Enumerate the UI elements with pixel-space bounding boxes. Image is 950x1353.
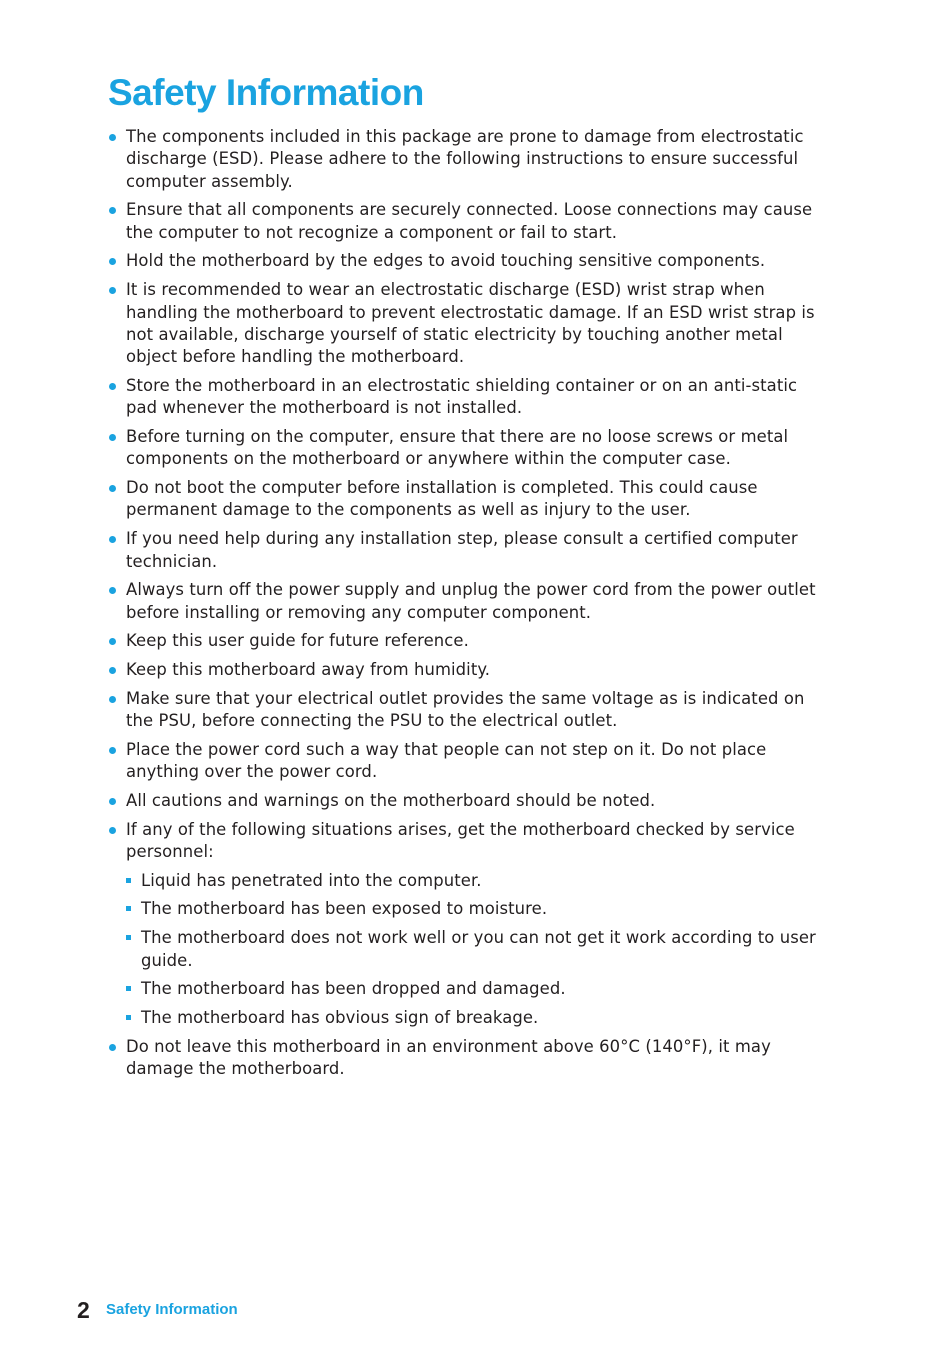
bullet-dot-icon xyxy=(109,587,116,594)
bullet-square-icon xyxy=(126,986,131,991)
list-item xyxy=(108,790,820,812)
sub-list xyxy=(126,870,820,1030)
bullet-square-icon xyxy=(126,935,131,940)
list-item-text: It is recommended to wear an electrostatic discharge (ESD) wrist strap when handling the motherboard to prevent electrostatic damage. If an ESD wrist strap is not available, discharge yourself of static electricity by touching another metal object before handling the motherboard. xyxy=(126,280,815,367)
bullet-dot-icon xyxy=(109,667,116,674)
bullet-square-icon xyxy=(126,878,131,883)
list-item-text: If any of the following situations arises, get the motherboard checked by service personnel: xyxy=(126,820,795,862)
bullet-square-icon xyxy=(126,906,131,911)
safety-instructions-list xyxy=(108,126,820,1087)
list-item xyxy=(108,426,820,471)
sub-list-item-text: The motherboard does not work well or you can not get it work according to user guide. xyxy=(141,928,816,970)
page-title: Safety Information xyxy=(108,72,424,113)
list-item-text: Store the motherboard in an electrostatic shielding container or on an anti-static pad whenever the motherboard is not installed. xyxy=(126,375,798,418)
bullet-dot-icon xyxy=(109,747,116,754)
sub-list-item xyxy=(126,1007,820,1029)
list-item-text: Do not boot the computer before installation is completed. This could cause permanent damage to the components as well as injury to the user. xyxy=(126,478,758,520)
list-item-text: Keep this motherboard away from humidity. xyxy=(126,660,491,680)
bullet-dot-icon xyxy=(109,383,116,390)
bullet-dot-icon xyxy=(109,207,116,214)
sub-list-item xyxy=(126,898,820,920)
list-item xyxy=(108,477,820,522)
bullet-dot-icon xyxy=(109,536,116,543)
list-item xyxy=(108,199,820,244)
list-item xyxy=(108,630,820,652)
list-item xyxy=(108,279,820,368)
bullet-dot-icon xyxy=(109,287,116,294)
list-item xyxy=(108,126,820,193)
list-item-text: If you need help during any installation step, please consult a certified computer technician. xyxy=(126,529,798,571)
bullet-dot-icon xyxy=(109,134,116,141)
sub-list-item-text: Liquid has penetrated into the computer. xyxy=(141,870,482,890)
sub-list-item-text: The motherboard has been dropped and damaged. xyxy=(141,979,566,999)
sub-list-item xyxy=(126,870,820,892)
bullet-dot-icon xyxy=(109,798,116,805)
bullet-dot-icon xyxy=(109,827,116,834)
list-item-text: Ensure that all components are securely connected. Loose connections may cause the computer to not recognize a component or fail to start. xyxy=(126,200,813,242)
bullet-dot-icon xyxy=(109,258,116,265)
list-item xyxy=(108,688,820,733)
list-item-text: Before turning on the computer, ensure that there are no loose screws or metal components on the motherboard or anywhere within the computer case. xyxy=(126,427,789,469)
list-item-text: The components included in this package are prone to damage from electrostatic discharge (ESD). Please adhere to the following instructions to ensure successful computer assembly. xyxy=(126,127,804,191)
sub-list-item-text: The motherboard has been exposed to moisture. xyxy=(141,899,548,919)
list-item-text: All cautions and warnings on the motherboard should be noted. xyxy=(126,791,656,811)
bullet-dot-icon xyxy=(109,1044,116,1051)
sub-list-item xyxy=(126,927,820,972)
list-item xyxy=(108,1036,820,1081)
list-item xyxy=(108,528,820,573)
list-item-text: Always turn off the power supply and unplug the power cord from the power outlet before installing or removing any computer component. xyxy=(126,580,816,622)
sub-list-item-text: The motherboard has obvious sign of breakage. xyxy=(141,1008,539,1028)
list-item xyxy=(108,250,820,272)
bullet-dot-icon xyxy=(109,485,116,492)
list-item xyxy=(108,739,820,784)
list-item-text: Keep this user guide for future reference. xyxy=(126,631,469,651)
list-item xyxy=(108,579,820,624)
list-item xyxy=(108,375,820,420)
bullet-dot-icon xyxy=(109,638,116,645)
bullet-dot-icon xyxy=(109,434,116,441)
page-number: 2 xyxy=(77,1297,90,1323)
list-item xyxy=(108,659,820,681)
list-item-text: Do not leave this motherboard in an environment above 60°C (140°F), it may damage the motherboard. xyxy=(126,1036,771,1079)
bullet-dot-icon xyxy=(109,696,116,703)
footer-section-title: Safety Information xyxy=(106,1301,238,1318)
bullet-square-icon xyxy=(126,1015,131,1020)
sub-list-item xyxy=(126,978,820,1000)
list-item-text: Make sure that your electrical outlet provides the same voltage as is indicated on the PSU, before connecting the PSU to the electrical outlet. xyxy=(126,689,805,731)
list-item-text: Hold the motherboard by the edges to avoid touching sensitive components. xyxy=(126,251,766,271)
list-item-text: Place the power cord such a way that people can not step on it. Do not place anything over the power cord. xyxy=(126,740,767,782)
list-item xyxy=(108,819,820,1029)
